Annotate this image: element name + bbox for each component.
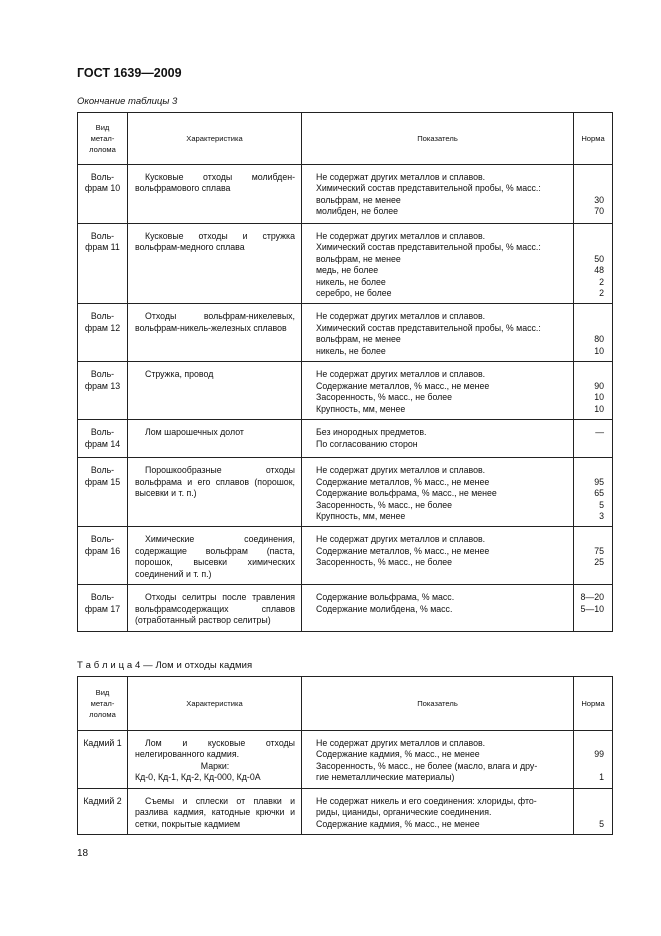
header-kind: Вид метал- лолома (78, 677, 128, 731)
row-norms (574, 731, 613, 789)
indicator-line: Крупность, мм, менее (316, 511, 406, 522)
indicator-line: Не содержат других металлов и сплавов. (316, 311, 486, 322)
row-kind: Воль- фрам 13 (78, 362, 128, 420)
indicator-line: Без инородных предметов. (316, 427, 427, 438)
norm-value: 10 (594, 392, 604, 403)
indicator-line: Не содержат других металлов и сплавов. (316, 231, 486, 241)
indicator-line: риды, цианиды, органические соединения. (316, 807, 492, 818)
norm-value (578, 231, 604, 242)
indicator-line: Не содержат других металлов и сплавов. (316, 172, 486, 182)
norm-value (578, 369, 604, 380)
table-row (78, 731, 613, 789)
norm-value: 70 (594, 206, 604, 217)
row-norms (574, 224, 613, 304)
header-characteristic: Характеристика (128, 113, 302, 165)
norm-value (578, 761, 604, 772)
norm-value (578, 738, 604, 749)
characteristic-text: Стружка, провод (145, 369, 214, 380)
norm-value: 5 (599, 818, 604, 829)
header-indicator: Показатель (302, 677, 574, 731)
norm-value (578, 242, 604, 253)
norm-value: — (595, 427, 604, 438)
header-norm: Норма (574, 113, 613, 165)
table-row (78, 304, 613, 362)
norm-value: 80 (594, 334, 604, 345)
indicator-line: Содержание кадмия, % масс., не менее (316, 818, 480, 829)
row-norms (574, 458, 613, 527)
indicator-line: Содержание металлов, % масс., не менее (316, 476, 490, 487)
indicator-line: Не содержат других металлов и сплавов. (316, 369, 486, 380)
characteristic-text: Кусковые отходы молибден-вольфрамового сплава (135, 172, 295, 194)
indicator-line: вольфрам, не менее (316, 334, 401, 345)
norm-value (578, 796, 604, 807)
table-header-row (78, 113, 613, 165)
row-norms (574, 420, 613, 458)
characteristic-text: Химические соединения, содержащие вольфрам (паста, порошок, высевки химических соединений и т. п.) (135, 534, 295, 579)
row-indicators (302, 362, 574, 420)
norm-value (578, 439, 604, 450)
row-kind: Воль- фрам 16 (78, 527, 128, 585)
indicator-line: Засоренность, % масс., не более (316, 557, 453, 568)
row-kind: Воль- фрам 15 (78, 458, 128, 527)
row-norms (574, 527, 613, 585)
norm-value: 95 (594, 476, 604, 487)
indicator-line: Засоренность, % масс., не более (масло, влага и дру- (316, 760, 538, 771)
characteristic-text: Кусковые отходы и стружка вольфрам-медного сплава (135, 231, 295, 253)
indicator-line: Содержание вольфрама, % масс., не менее (316, 488, 497, 499)
table4-caption: Т а б л и ц а 4 — Лом и отходы кадмия (77, 660, 253, 671)
norm-value: 30 (594, 194, 604, 205)
row-characteristic (128, 527, 302, 585)
indicator-line: Не содержат других металлов и сплавов. (316, 465, 486, 476)
header-kind: Вид метал- лолома (78, 113, 128, 165)
row-indicators (302, 165, 574, 224)
row-indicators (302, 304, 574, 362)
norm-value: 99 (594, 749, 604, 760)
norm-value: 90 (594, 380, 604, 391)
table-row (78, 165, 613, 224)
table-row (78, 789, 613, 835)
indicator-line: никель, не более (316, 276, 386, 287)
norm-value (578, 534, 604, 545)
row-indicators (302, 224, 574, 304)
indicator-line: серебро, не более (316, 288, 392, 299)
row-indicators (302, 458, 574, 527)
table-row (78, 224, 613, 304)
indicator-line: вольфрам, не менее (316, 253, 401, 264)
indicator-line: вольфрам, не менее (316, 194, 401, 205)
indicator-line: Крупность, мм, менее (316, 403, 406, 414)
indicator-line: По согласованию сторон (316, 438, 418, 449)
row-characteristic (128, 731, 302, 789)
row-characteristic (128, 224, 302, 304)
row-kind: Воль- фрам 12 (78, 304, 128, 362)
table-row (78, 420, 613, 458)
norm-value (578, 807, 604, 818)
header-norm: Норма (574, 677, 613, 731)
indicator-line: Засоренность, % масс., не более (316, 499, 453, 510)
norm-value (578, 183, 604, 194)
row-characteristic (128, 420, 302, 458)
norm-value (578, 172, 604, 183)
norm-value (578, 323, 604, 334)
row-kind: Воль- фрам 14 (78, 420, 128, 458)
norm-value: 10 (594, 403, 604, 414)
norm-value: 2 (599, 287, 604, 298)
row-kind: Воль- фрам 17 (78, 585, 128, 632)
norm-value: 5—10 (580, 603, 604, 614)
characteristic-text: Отходы вольфрам-никелевых, вольфрам-никель-железных сплавов (135, 311, 295, 333)
indicator-line: медь, не более (316, 265, 379, 276)
norm-value: 5 (599, 499, 604, 510)
row-kind: Воль- фрам 10 (78, 165, 128, 224)
indicator-line: Не содержат никель и его соединения: хлориды, фто- (316, 796, 537, 806)
indicator-line: Химический состав представительной пробы, % масс.: (316, 322, 541, 333)
table-row (78, 458, 613, 527)
row-indicators (302, 789, 574, 835)
row-characteristic (128, 458, 302, 527)
characteristic-text: Порошкообразные отходы вольфрама и его сплавов (порошок, высевки и т. п.) (135, 465, 295, 499)
characteristic-text: Лом и кусковые отходы нелегированного кадмия. (135, 738, 295, 760)
row-characteristic (128, 165, 302, 224)
row-indicators (302, 420, 574, 458)
characteristic-text: Съемы и сплески от плавки и разлива кадмия, катодные крючки и сетки, покрытые кадмием (135, 796, 295, 829)
indicator-line: никель, не более (316, 345, 386, 356)
norm-value (578, 465, 604, 476)
row-characteristic (128, 585, 302, 632)
norm-value: 3 (599, 511, 604, 521)
indicator-line: Содержание металлов, % масс., не менее (316, 380, 490, 391)
norm-value: 25 (594, 557, 604, 568)
row-kind: Кадмий 1 (78, 731, 128, 789)
marks-label: Марки: (200, 760, 230, 771)
header-indicator: Показатель (302, 113, 574, 165)
row-norms (574, 789, 613, 835)
norm-value: 10 (594, 345, 604, 356)
norm-value: 1 (599, 772, 604, 783)
table-header-row (78, 677, 613, 731)
row-norms (574, 585, 613, 632)
indicator-line: Содержание молибдена, % масс. (316, 603, 453, 614)
row-indicators (302, 731, 574, 789)
row-norms (574, 304, 613, 362)
row-norms (574, 362, 613, 420)
row-characteristic (128, 789, 302, 835)
table-row (78, 585, 613, 632)
indicator-line: Не содержат других металлов и сплавов. (316, 738, 486, 748)
characteristic-text: Лом шарошечных долот (145, 427, 244, 438)
indicator-line: Содержание вольфрама, % масс. (316, 592, 455, 603)
norm-value (578, 311, 604, 322)
table-row (78, 527, 613, 585)
characteristic-text: Отходы селитры после травления вольфрамсодержащих сплавов (отработанный раствор селитры) (135, 592, 295, 626)
norm-value: 2 (599, 276, 604, 287)
header-characteristic: Характеристика (128, 677, 302, 731)
norm-value: 48 (594, 265, 604, 276)
norm-value: 50 (594, 253, 604, 264)
norm-value: 75 (594, 545, 604, 556)
indicator-line: молибден, не более (316, 206, 399, 217)
row-norms (574, 165, 613, 224)
indicator-line: гие неметаллические материалы) (316, 772, 455, 783)
indicator-line: Содержание кадмия, % масс., не менее (316, 749, 480, 760)
indicator-line: Химический состав представительной пробы, % масс.: (316, 242, 541, 253)
indicator-line: Засоренность, % масс., не более (316, 392, 453, 403)
row-indicators (302, 585, 574, 632)
norm-value: 8—20 (580, 592, 604, 603)
page-number: 18 (77, 848, 89, 859)
norm-value: 65 (594, 488, 604, 499)
indicator-line: Содержание металлов, % масс., не менее (316, 545, 490, 556)
row-characteristic (128, 304, 302, 362)
table-row (78, 362, 613, 420)
table-4 (77, 676, 613, 835)
marks-list: Кд-0, Кд-1, Кд-2, Кд-000, Кд-0А (135, 772, 261, 783)
row-characteristic (128, 362, 302, 420)
row-indicators (302, 527, 574, 585)
indicator-line: Химический состав представительной пробы, % масс.: (316, 183, 541, 194)
row-kind: Кадмий 2 (78, 789, 128, 835)
indicator-line: Не содержат других металлов и сплавов. (316, 534, 486, 545)
row-kind: Воль- фрам 11 (78, 224, 128, 304)
document-title: ГОСТ 1639—2009 (77, 66, 182, 80)
table-3 (77, 112, 613, 632)
table3-caption: Окончание таблицы 3 (77, 96, 178, 107)
